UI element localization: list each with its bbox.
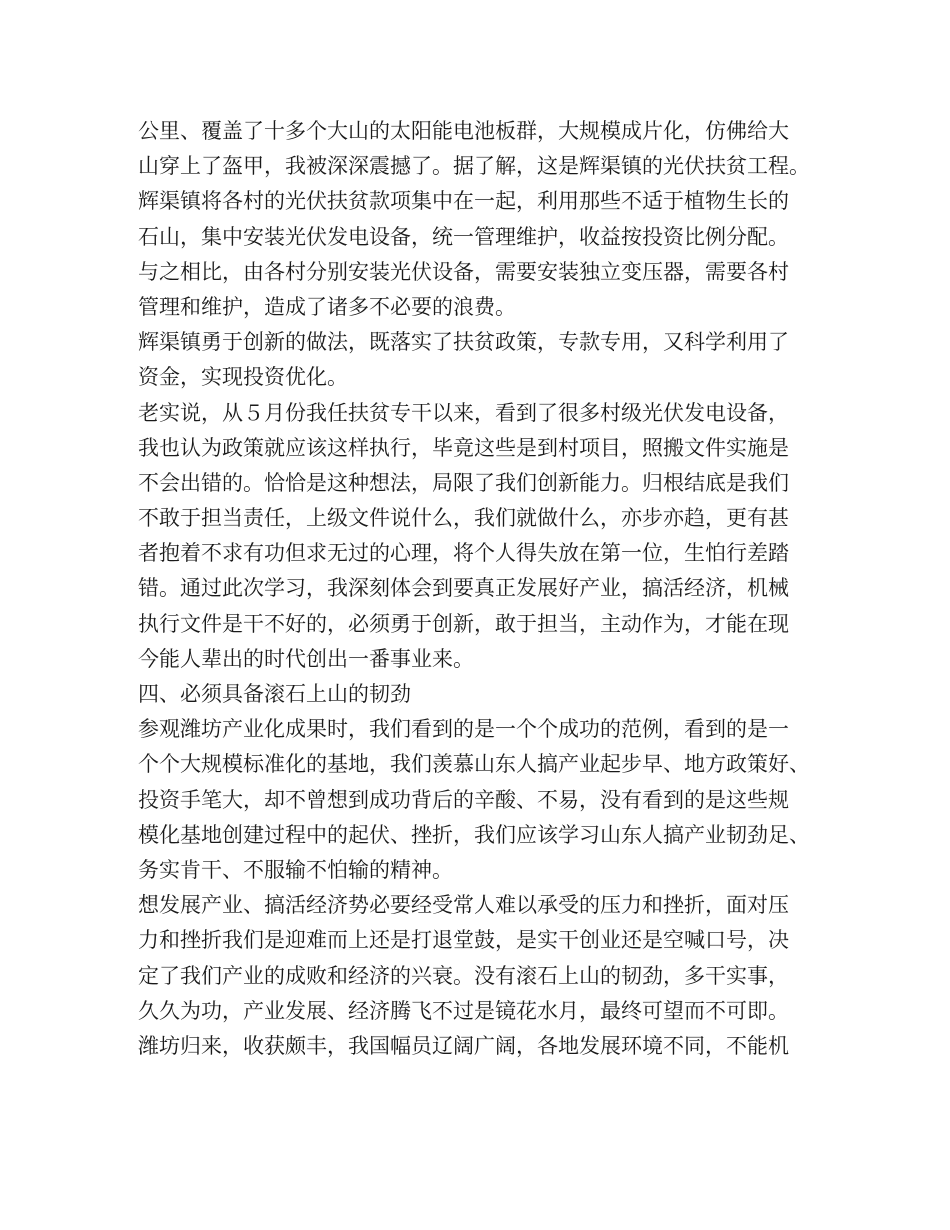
section-heading: 四、必须具备滚石上山的韧劲	[138, 682, 411, 706]
text-line: 我也认为政策就应该这样执行，毕竟这些是到村项目，照搬文件实施是	[138, 435, 789, 460]
text-line: 管理和维护，造成了诸多不必要的浪费。	[138, 294, 516, 319]
text-line: 与之相比，由各村分别安装光伏设备，需要安装独立变压器，需要各村	[138, 259, 789, 284]
text-line: 资金，实现投资优化。	[138, 365, 348, 390]
text-line: 辉渠镇将各村的光伏扶贫款项集中在一起，利用那些不适于植物生长的	[138, 189, 789, 214]
text-line: 老实说，从５月份我任扶贫专干以来，看到了很多村级光伏发电设备，	[138, 400, 789, 425]
text-line: 今能人辈出的时代创出一番事业来。	[138, 646, 474, 671]
text-line: 辉渠镇勇于创新的做法，既落实了扶贫政策，专款专用，又科学利用了	[138, 330, 789, 355]
text-line: 者抱着不求有功但求无过的心理，将个人得失放在第一位，生怕行差踏	[138, 541, 789, 566]
text-line: 想发展产业、搞活经济势必要经受常人难以承受的压力和挫折，面对压	[138, 893, 789, 918]
text-line: 潍坊归来，收获颇丰，我国幅员辽阔广阔，各地发展环境不同，不能机	[138, 1033, 789, 1058]
text-line: 个个大规模标准化的基地，我们羡慕山东人搞产业起步早、地方政策好、	[138, 752, 810, 777]
text-line: 执行文件是干不好的，必须勇于创新，敢于担当，主动作为，才能在现	[138, 611, 789, 636]
text-line: 务实肯干、不服输不怕输的精神。	[138, 857, 453, 882]
text-line: 石山，集中安装光伏发电设备，统一管理维护，收益按投资比例分配。	[138, 224, 789, 249]
text-line: 定了我们产业的成败和经济的兴衰。没有滚石上山的韧劲，多干实事，	[138, 963, 789, 988]
text-line: 公里、覆盖了十多个大山的太阳能电池板群，大规模成片化，仿佛给大	[138, 119, 789, 143]
text-line: 山穿上了盔甲，我被深深震撼了。据了解，这是辉渠镇的光伏扶贫工程。	[138, 154, 810, 179]
text-line: 不敢于担当责任，上级文件说什么，我们就做什么，亦步亦趋，更有甚	[138, 506, 789, 531]
text-line: 投资手笔大，却不曾想到成功背后的辛酸、不易，没有看到的是这些规	[138, 787, 789, 812]
text-line: 久久为功，产业发展、经济腾飞不过是镜花水月，最终可望而不可即。	[138, 998, 789, 1023]
text-line: 模化基地创建过程中的起伏、挫折，我们应该学习山东人搞产业韧劲足、	[138, 822, 810, 847]
text-line: 不会出错的。恰恰是这种想法，局限了我们创新能力。归根结底是我们	[138, 470, 789, 495]
text-line: 参观潍坊产业化成果时，我们看到的是一个个成功的范例，看到的是一	[138, 717, 789, 742]
text-line: 力和挫折我们是迎难而上还是打退堂鼓，是实干创业还是空喊口号，决	[138, 928, 789, 953]
text-line: 错。通过此次学习，我深刻体会到要真正发展好产业，搞活经济，机械	[138, 576, 789, 601]
document-body	[138, 114, 828, 1064]
